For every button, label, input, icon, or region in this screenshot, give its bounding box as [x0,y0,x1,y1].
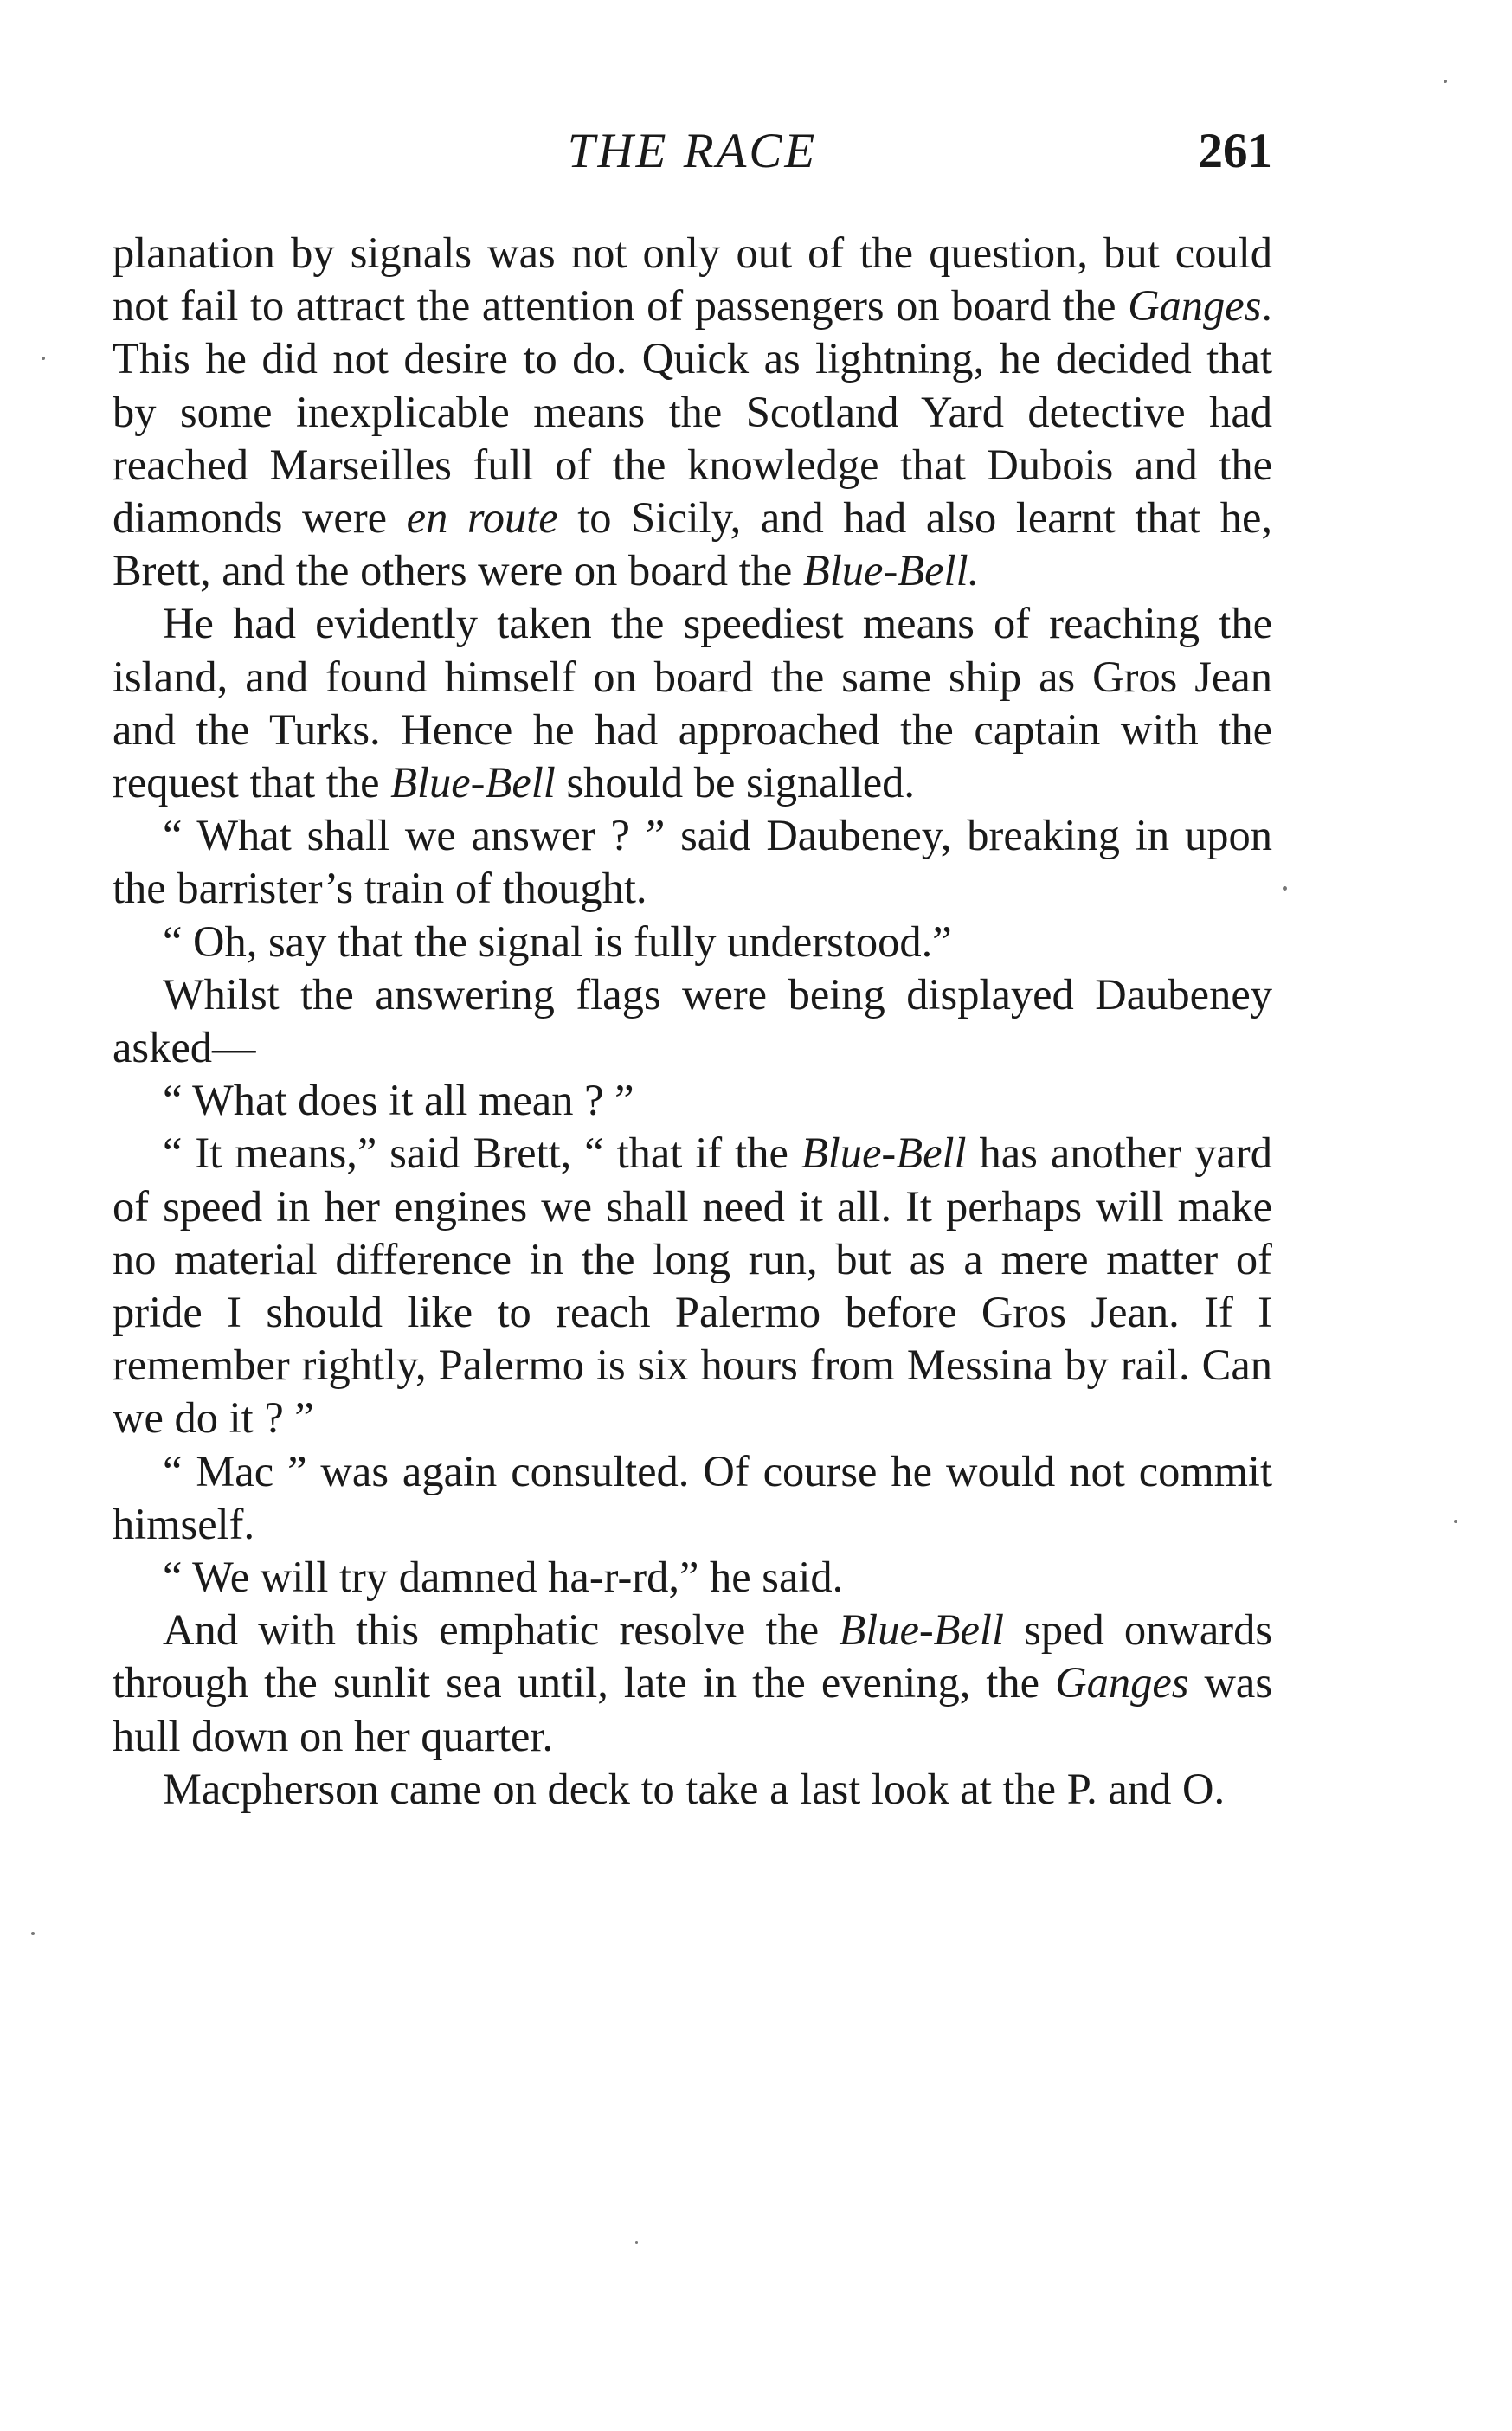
text-run: planation by signals was not only out of the question, but could not fail to attract the attention of passengers on board the [113,228,1272,331]
paper-speck [31,1932,35,1935]
italic-text: Blue-Bell. [802,546,980,595]
italic-text: Ganges [1128,281,1262,331]
paper-speck [1283,886,1287,891]
text-run: to Sicily, and had also learnt that he, Brett, and the others were on board the [113,493,1272,595]
text-run: Whilst the answering flags were being displayed Daubeney asked— [113,969,1272,1072]
text-run: was hull down on her quarter. [113,1658,1272,1760]
paper-speck [1454,1520,1457,1523]
paper-speck [1444,80,1447,83]
text-run: “ Oh, say that the signal is fully understood.” [163,916,952,966]
paragraph [113,916,1272,968]
page-header [113,117,1272,186]
running-title: THE RACE [567,124,818,178]
italic-text: Ganges [1055,1658,1189,1707]
text-run: “ What does it all mean ? ” [163,1076,634,1125]
paragraph [113,809,1272,915]
italic-text: Blue-Bell [839,1605,1004,1655]
paper-speck [42,357,45,360]
text-run: “ It means,” said Brett, “ that if the [163,1129,801,1178]
paragraph [113,1551,1272,1604]
text-run: Macpherson came on deck to take a last look at the P. and O. [163,1764,1226,1813]
italic-text: Blue-Bell [801,1129,967,1178]
italic-text: en route [406,493,558,543]
paper-speck [635,2241,638,2244]
text-run: “ We will try damned ha-r-rd,” he said. [163,1553,844,1602]
text-run: “ Mac ” was again consulted. Of course he would not commit himself. [113,1446,1272,1548]
paragraph [113,597,1272,809]
page-number: 261 [1198,124,1272,178]
text-run: has another yard of speed in her engines we shall need it all. It perhaps will make no material difference in the long run, but as a mere matter of pride I should like to reach Palermo before Gros Jean. If I remember rightly, Palermo is six hours from Messina by rail. Can we do it ? ” [113,1129,1272,1443]
paragraph [113,227,1272,597]
text-run: “ What shall we answer ? ” said Daubeney, breaking in upon the barrister’s train of thought. [113,811,1272,913]
paragraph [113,1604,1272,1763]
text-run: should be signalled. [555,758,915,807]
italic-text: Blue-Bell [390,758,556,807]
paragraph [113,1127,1272,1444]
paragraph [113,968,1272,1074]
paragraph [113,1445,1272,1551]
text-run: And with this emphatic resolve the [163,1605,840,1655]
paragraph [113,1074,1272,1127]
paragraph [113,1763,1272,1816]
text-run: He had evidently taken the speediest means of reaching the island, and found himself on board the same ship as Gros Jean and the Turks. Hence he had approached the captain with the request that the [113,599,1272,807]
body-text [113,227,1272,1816]
text-run: . This he did not desire to do. Quick as lightning, he decided that by some inexplicable means the Scotland Yard detective had reached Marseilles full of the knowledge that Dubois and the diamonds were [113,281,1272,543]
text-run: sped onwards through the sunlit sea until, late in the evening, the [113,1605,1272,1707]
